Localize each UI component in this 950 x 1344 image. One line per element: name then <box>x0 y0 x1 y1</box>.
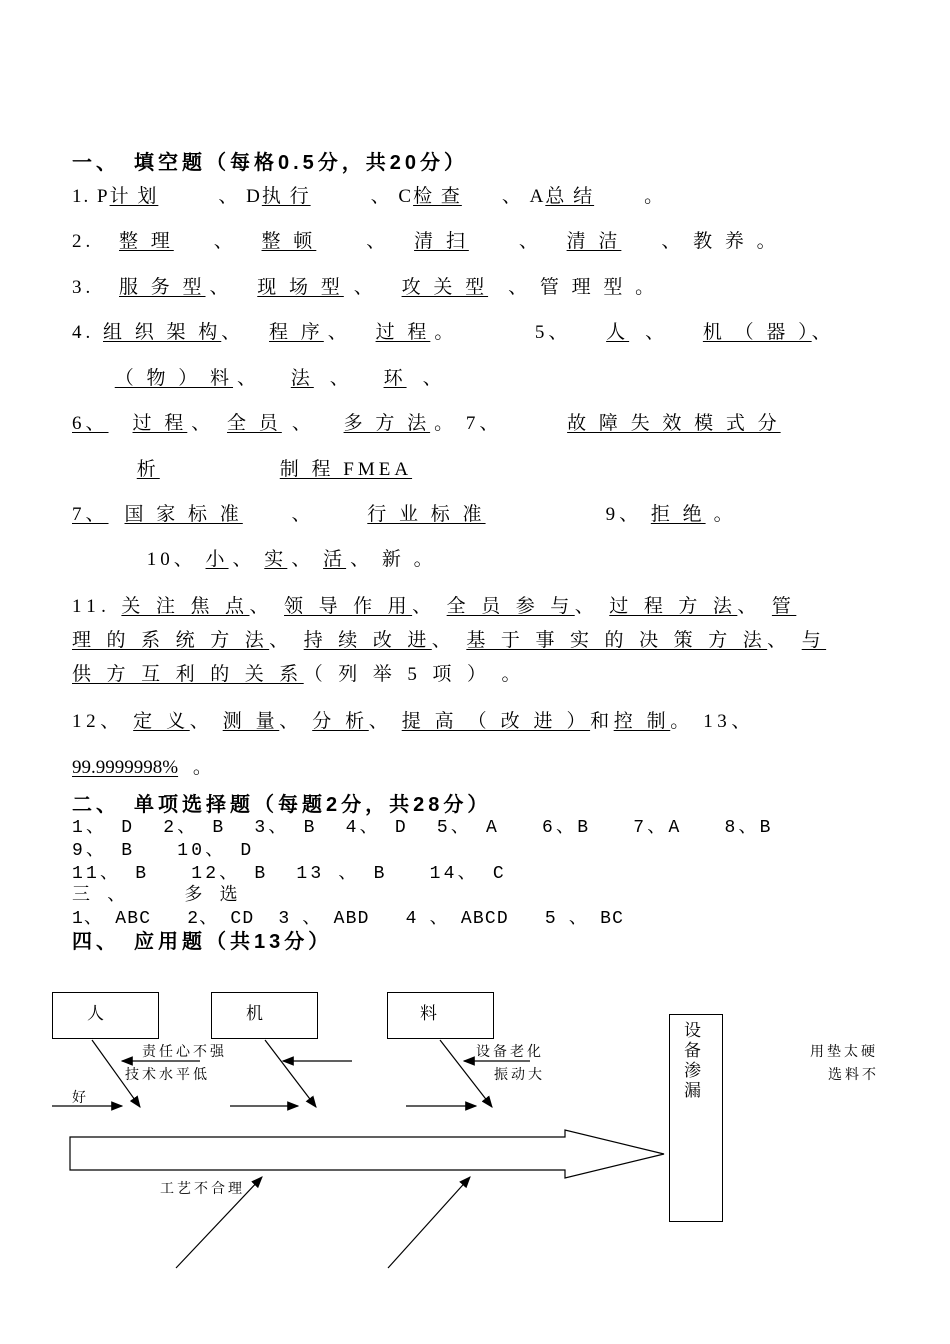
cause-machine-2: 振动大 <box>494 1066 545 1082</box>
cause-method-1: 工艺不合理 <box>160 1180 245 1196</box>
answer-13: 99.9999998% <box>72 757 179 778</box>
question-12-13: 12、 定 义、 测 量、 分 析、 提 高 （ 改 进 ）和控 制。 13、 <box>72 711 756 732</box>
category-machine-box: 机 <box>211 992 318 1039</box>
question-6-7: 6、 过 程 、 全 员 、 多 方 法 。 7、 故 障 失 效 模 式 分 <box>72 413 781 434</box>
section2-line2: 9、 B 10、 D <box>72 841 255 861</box>
answer-5-5: 环 <box>383 368 407 389</box>
answer-a: 总 结 <box>545 186 595 207</box>
question-11-line2: 理 的 系 统 方 法、 持 续 改 进、 基 于 事 实 的 决 策 方 法、 与 <box>72 630 827 651</box>
category-person-box: 人 <box>52 992 159 1039</box>
answer-10-2: 实 <box>264 549 288 570</box>
answer-5-2: 机 （ 器 ） <box>702 322 812 343</box>
answer-d: 执 行 <box>261 186 311 207</box>
answer-4-2: 程 序 <box>269 322 324 343</box>
answer-6-1: 过 程 <box>132 413 188 434</box>
answer-3-1: 服 务 型 <box>119 277 206 298</box>
answer-4-3: 过 程 <box>375 322 431 343</box>
section1-title: 一、 填空题（每格0.5分，共20分） <box>72 152 469 174</box>
section2-line1: 1、 D 2、 B 3、 B 4、 D 5、 A 6、B 7、A 8、B <box>72 818 774 838</box>
section3-line1: 1、 ABC 2、 CD 3 、 ABD 4 、 ABCD 5 、 BC <box>72 909 625 929</box>
section2-line3: 11、 B 12、 B 13 、 B 14、 C <box>72 864 507 884</box>
answer-2-1: 整 理 <box>119 231 174 252</box>
answer-2-3: 清 扫 <box>414 231 469 252</box>
question-3: 3. 服 务 型 、 现 场 型 、 攻 关 型 、 管 理 型 。 <box>72 277 659 298</box>
section3-title: 三 、 多 选 <box>72 886 241 906</box>
answer-7b-2: 行 业 标 准 <box>367 504 486 525</box>
spine-arrow <box>70 1130 664 1178</box>
answer-10-1: 小 <box>205 549 229 570</box>
cause-material-1: 用垫太硬 <box>810 1043 878 1059</box>
answer-6-3: 多 方 法 <box>343 413 431 434</box>
answer-3-3: 攻 关 型 <box>401 277 489 298</box>
effect-box: 设备渗漏 <box>669 1014 723 1222</box>
branch-environment <box>388 1177 470 1268</box>
question-7b-9: 7、 国 家 标 准 、 行 业 标 准 9、 拒 绝 。 <box>72 504 737 525</box>
answer-6-2: 全 员 <box>227 413 282 434</box>
branch-machine <box>265 1040 316 1107</box>
answer-4-1: 组 织 架 构 <box>103 322 222 343</box>
answer-3-2: 现 场 型 <box>257 277 344 298</box>
answer-2-2: 整 顿 <box>261 231 317 252</box>
category-material-box: 料 <box>387 992 494 1039</box>
cause-person-2: 技术水平低 <box>125 1066 210 1082</box>
answer-5-4: 法 <box>290 368 314 389</box>
cause-machine-1: 设备老化 <box>476 1043 544 1059</box>
cause-person-3: 好 <box>72 1089 89 1105</box>
answer-p: 计 划 <box>109 186 159 207</box>
question-2: 2. 整 理 、 整 顿 、 清 扫 、 清 洁 、 教 养 。 <box>72 231 780 252</box>
answer-9: 拒 绝 <box>650 504 706 525</box>
question-4-5: 4. 组 织 架 构、 程 序 、 过 程 。 5、 人 、 机 （ 器 ）、 <box>72 322 835 343</box>
question-7a-cont: 析 制 程 FMEA <box>136 459 413 480</box>
answer-5-1: 人 <box>606 322 630 343</box>
question-13-value: 99.9999998% 。 <box>72 757 212 778</box>
answer-10-3: 活 <box>323 549 347 570</box>
question-5-cont: （ 物 ） 料 、 法 、 环 、 <box>72 363 446 390</box>
question-11-line3: 供 方 互 利 的 关 系（ 列 举 5 项 ） 。 <box>72 664 526 685</box>
question-11-line1: 11. 关 注 焦 点、 领 导 作 用、 全 员 参 与、 过 程 方 法、 管 <box>72 596 797 617</box>
answer-7a-tail: 制 程 FMEA <box>279 459 413 480</box>
answer-7b-1: 国 家 标 准 <box>124 504 243 525</box>
cause-person-1: 责任心不强 <box>142 1043 227 1059</box>
answer-c: 检 查 <box>413 186 462 207</box>
question-10: 10、 小 、 实 、 活 、 新 。 <box>146 549 437 570</box>
cause-material-2: 选料不 <box>828 1066 879 1082</box>
question-1: 1. P计 划 、 D执 行 、 C检 查 、 A总 结 。 <box>72 186 666 207</box>
answer-5-3: （ 物 ） 料 <box>114 368 234 389</box>
answer-2-4: 清 洁 <box>566 231 622 252</box>
section4-title: 四、 应用题（共13分） <box>72 931 333 953</box>
answer-7a: 故 障 失 效 模 式 分 <box>567 413 781 434</box>
section2-title: 二、 单项选择题（每题2分，共28分） <box>72 794 492 816</box>
